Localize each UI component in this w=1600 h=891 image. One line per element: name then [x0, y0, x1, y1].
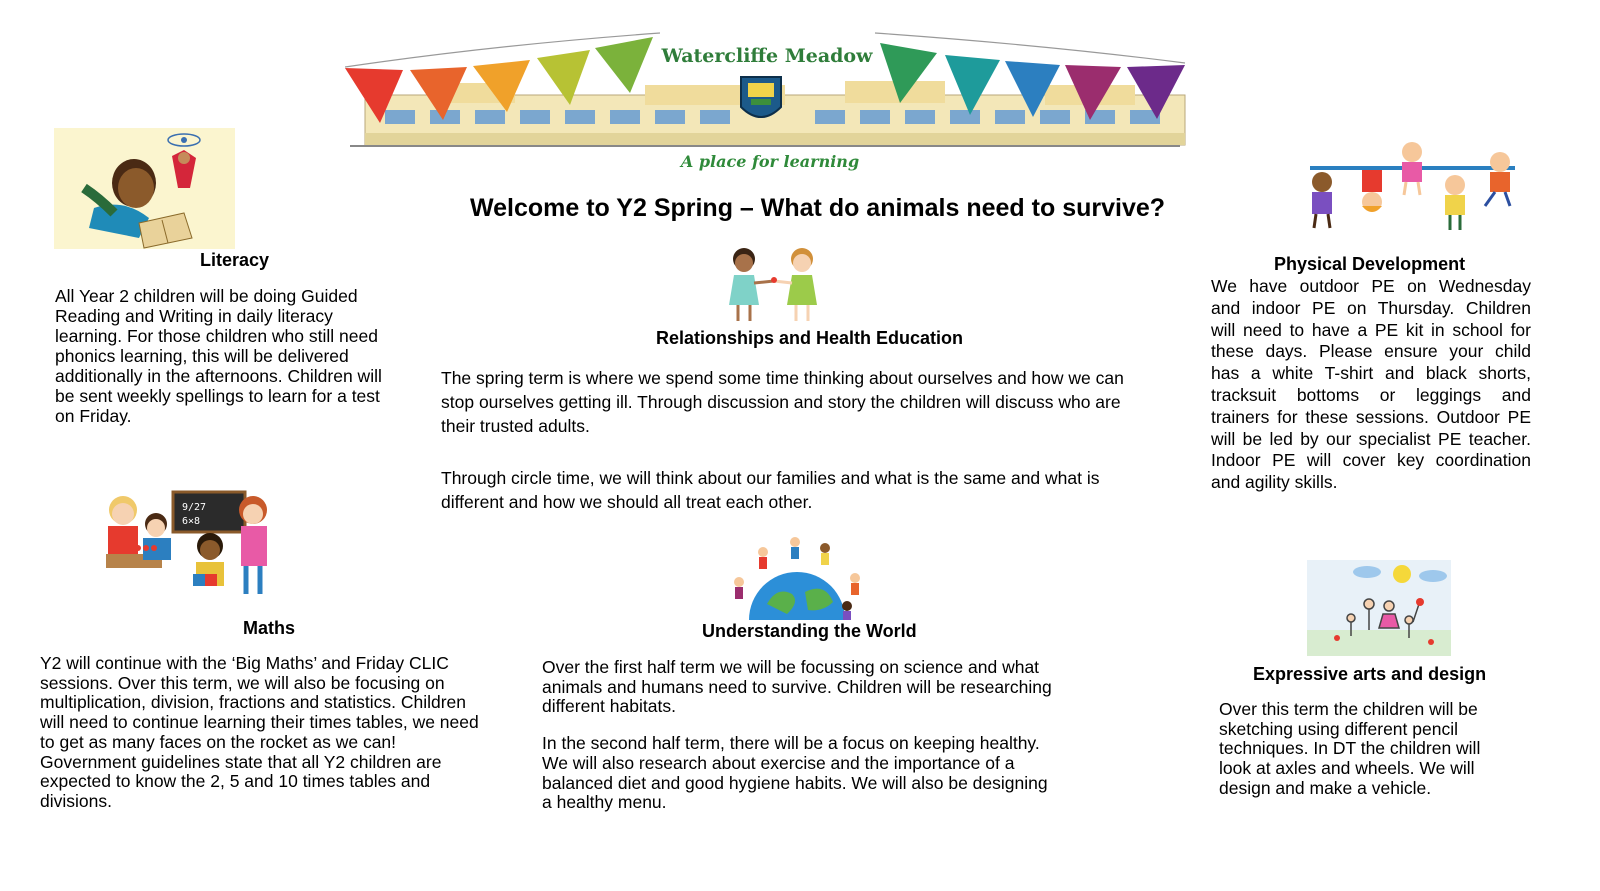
children-on-bar-illustration — [1300, 140, 1525, 235]
world-line: a healthy menu. — [542, 792, 667, 813]
physical-line: Indoor PE will cover key coordination — [1211, 450, 1531, 471]
physical-line: and agility skills. — [1211, 472, 1338, 493]
relationships-heading: Relationships and Health Education — [656, 328, 964, 348]
chalkboard-text: 9/27 6×8 — [182, 502, 207, 527]
maths-heading: Maths — [243, 618, 296, 638]
page-title: Welcome to Y2 Spring – What do animals need to survive? — [469, 194, 1166, 222]
literacy-line: learning. For those children who still need — [55, 326, 378, 346]
school-name: Watercliffe Meadow — [661, 45, 873, 67]
maths-line: expected to know the 2, 5 and 10 times tables and — [40, 771, 431, 792]
literacy-text — [55, 286, 425, 426]
world-line: Over the first half term we will be focussing on science and what — [542, 657, 1040, 677]
literacy-line: All Year 2 children will be doing Guided — [55, 286, 358, 306]
physical-line: will need to have a PE kit in school for — [1211, 319, 1531, 340]
arts-line: look at axles and wheels. We will — [1219, 758, 1475, 779]
world-line: We will also research about exercise and the importance of a — [542, 752, 1015, 773]
children-around-globe-illustration — [727, 534, 867, 620]
relationships-line: their trusted adults. — [441, 416, 590, 436]
maths-line: sessions. Over this term, we will also be focusing on — [40, 672, 445, 693]
physical-line: We have outdoor PE on Wednesday — [1211, 276, 1531, 296]
physical-line: these days. Please ensure your child — [1211, 341, 1531, 362]
arts-line: design and make a vehicle. — [1219, 777, 1432, 798]
physical-text — [1211, 276, 1531, 494]
arts-line: techniques. In DT the children will — [1219, 738, 1481, 759]
children-maths-illustration — [98, 488, 273, 603]
relationships-line: Through circle time, we will think about our families and what is the same and what is — [441, 468, 1100, 488]
school-crest — [741, 77, 781, 117]
maths-line: will need to continue learning their times tables, we need — [40, 712, 479, 733]
maths-line: Y2 will continue with the ‘Big Maths’ and Friday CLIC — [40, 653, 449, 673]
relationships-text — [441, 366, 1161, 514]
arts-heading: Expressive arts and design — [1253, 664, 1487, 684]
physical-line: has a white T-shirt and black shorts, — [1211, 363, 1531, 384]
world-heading: Understanding the World — [702, 621, 917, 641]
literacy-line: additionally in the afternoons. Children will — [55, 366, 382, 386]
relationships-line: The spring term is where we spend some time thinking about ourselves and how we can — [441, 368, 1124, 388]
maths-line: divisions. — [40, 790, 112, 811]
world-line: animals and humans need to survive. Children will be researching — [542, 676, 1052, 697]
family-drawing-illustration — [1307, 560, 1451, 656]
maths-line: to get as many faces on the rocket as we can! — [40, 731, 397, 752]
relationships-line: different and how we should all treat each other. — [441, 492, 813, 512]
arts-line: sketching using different pencil — [1219, 718, 1458, 739]
physical-line: trainers for these sessions. Outdoor PE — [1211, 406, 1531, 427]
literacy-line: Reading and Writing in daily literacy — [55, 306, 333, 326]
school-banner — [345, 15, 1220, 180]
maths-line: multiplication, division, fractions and statistics. Children — [40, 692, 467, 713]
literacy-heading: Literacy — [200, 250, 270, 270]
arts-line: Over this term the children will be — [1219, 699, 1478, 719]
maths-line: Government guidelines state that all Y2 children are — [40, 751, 442, 772]
world-line: In the second half term, there will be a focus on keeping healthy. — [542, 733, 1040, 754]
two-girls-illustration — [722, 245, 827, 325]
school-motto: A place for learning — [680, 152, 860, 171]
physical-line: will be led by our specialist PE teacher. — [1211, 428, 1531, 449]
literacy-line: be sent weekly spellings to learn for a test — [55, 386, 380, 406]
physical-heading: Physical Development — [1274, 254, 1466, 274]
arts-text — [1219, 700, 1549, 799]
relationships-line: stop ourselves getting ill. Through discussion and story the children will discuss who are — [441, 392, 1121, 412]
literacy-line: on Friday. — [55, 406, 132, 426]
physical-line: and indoor PE on Thursday. Children — [1211, 297, 1531, 318]
literacy-line: phonics learning, this will be delivered — [55, 346, 349, 366]
world-line: different habitats. — [542, 696, 676, 717]
world-line: balanced diet and good hygiene habits. We will also be designing — [542, 772, 1048, 793]
world-text — [542, 658, 1102, 813]
school-building-illustration — [345, 15, 1220, 180]
physical-line: tracksuit bottoms or leggings and — [1211, 384, 1531, 405]
child-reading-illustration — [54, 128, 235, 249]
maths-text — [40, 654, 520, 812]
